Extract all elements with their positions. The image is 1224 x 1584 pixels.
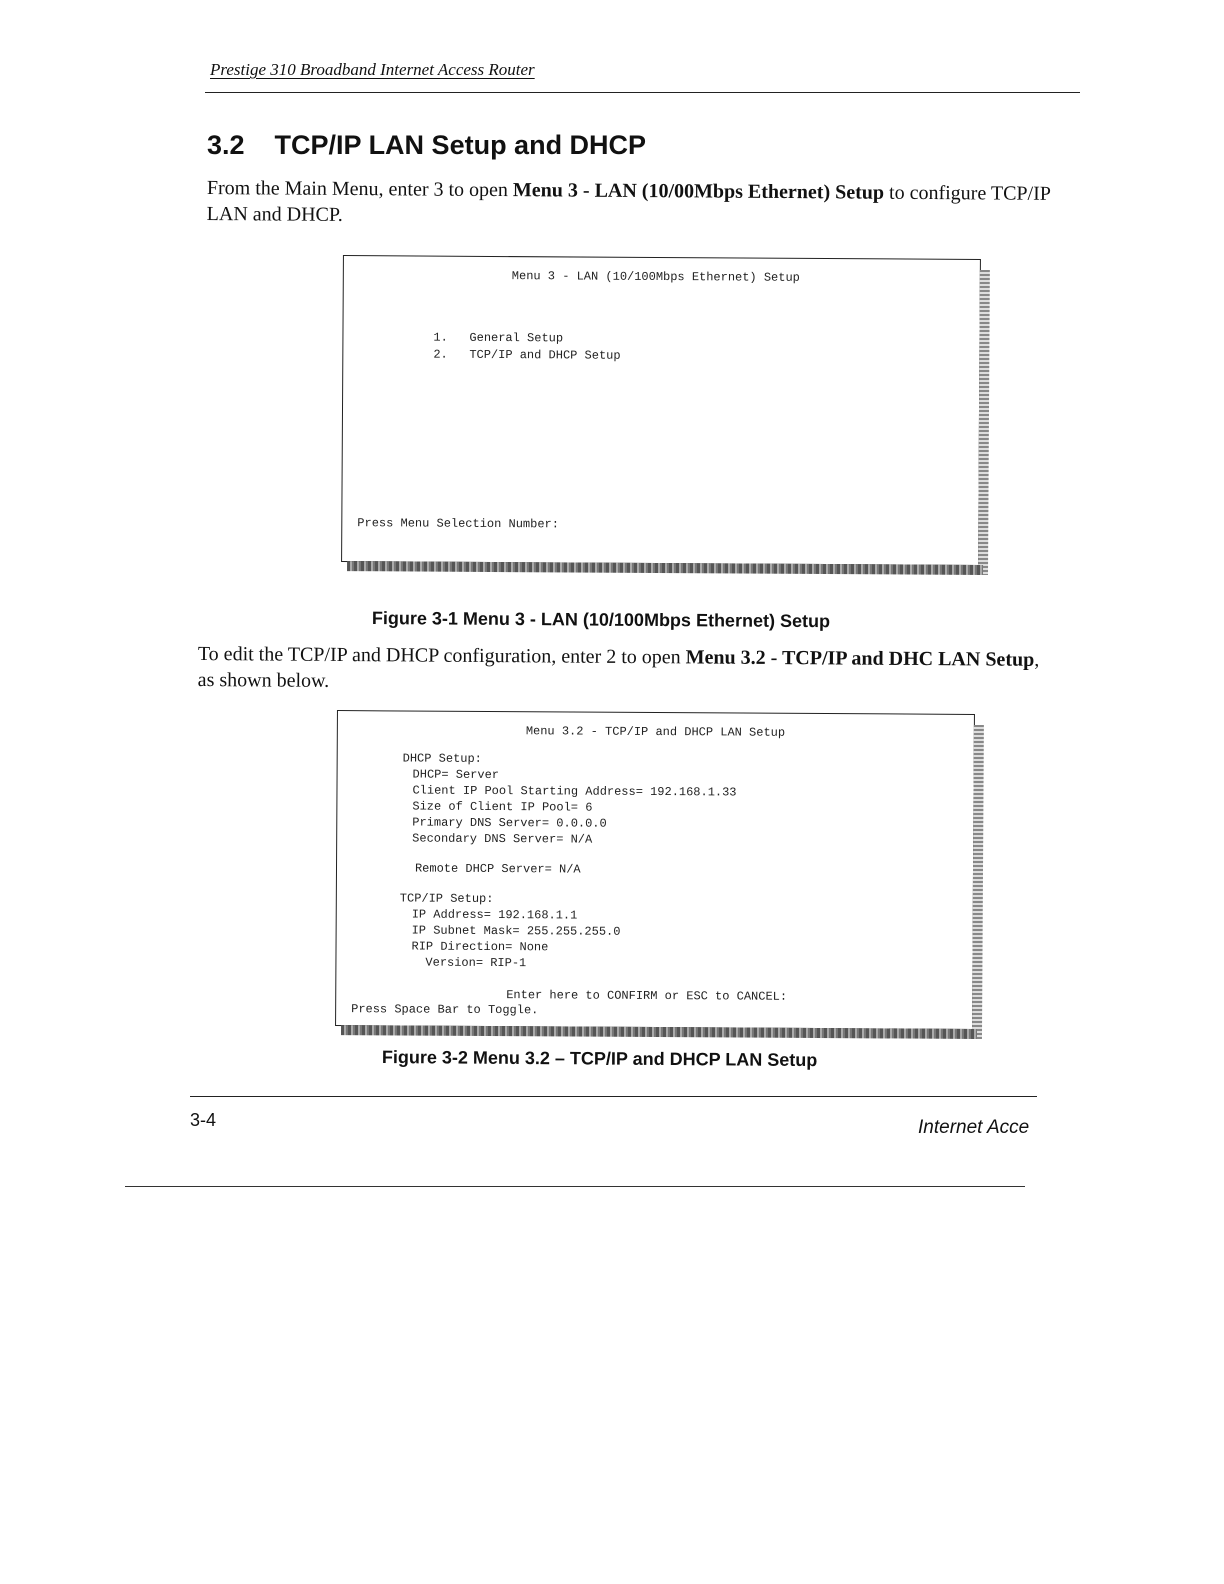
- edit-text-1: To edit the TCP/IP and DHCP configuration, enter 2 to open: [197, 642, 686, 669]
- tcpip-setup-header: TCP/IP Setup:: [399, 891, 494, 907]
- menu3-screen: [341, 255, 981, 566]
- scan-artifact-bottom: [341, 1025, 977, 1039]
- menu3-title: Menu 3 - LAN (10/100Mbps Ethernet) Setup: [511, 269, 800, 285]
- remote-dhcp-field: Remote DHCP Server= N/A: [414, 861, 581, 877]
- intro-paragraph: [207, 175, 1067, 233]
- header-rule: [205, 92, 1080, 93]
- scan-artifact-right: [972, 725, 984, 1039]
- footer-rule: [190, 1096, 1037, 1097]
- confirm-prompt: Enter here to CONFIRM or ESC to CANCEL:: [506, 988, 788, 1004]
- dhcp-setup-header: DHCP Setup:: [402, 751, 482, 766]
- menu32-screen: [335, 710, 975, 1030]
- figure-3-1-caption: Figure 3-1 Menu 3 - LAN (10/100Mbps Ethernet) Setup: [371, 608, 831, 632]
- ip-address-field: IP Address= 192.168.1.1: [411, 907, 578, 923]
- scan-artifact-right: [978, 270, 990, 575]
- rip-version-field: Version= RIP-1: [425, 955, 527, 971]
- menu3-item-tcpip: 2. TCP/IP and DHCP Setup: [433, 347, 621, 363]
- intro-text-2: to configure TCP/IP LAN and DHCP.: [206, 181, 1051, 226]
- dhcp-mode-field: DHCP= Server: [412, 767, 500, 783]
- primary-dns-field: Primary DNS Server= 0.0.0.0: [412, 815, 607, 831]
- secondary-dns-field: Secondary DNS Server= N/A: [412, 831, 593, 847]
- menu3-item-general: 1. General Setup: [433, 330, 564, 346]
- intro-menu-ref: Menu 3 - LAN (10/00Mbps Ethernet) Setup: [512, 179, 885, 204]
- menu3-prompt: Press Menu Selection Number:: [357, 516, 559, 532]
- menu32-title: Menu 3.2 - TCP/IP and DHCP LAN Setup: [525, 724, 786, 740]
- section-title: 3.2 TCP/IP LAN Setup and DHCP: [207, 130, 647, 160]
- rip-direction-field: RIP Direction= None: [411, 939, 549, 955]
- figure-3-2-caption: Figure 3-2 Menu 3.2 – TCP/IP and DHCP LAN Setup: [381, 1047, 818, 1071]
- toggle-hint: Press Space Bar to Toggle.: [351, 1002, 539, 1018]
- running-header: Prestige 310 Broadband Internet Access Router: [210, 60, 535, 79]
- pool-start-field: Client IP Pool Starting Address= 192.168.1.33: [412, 783, 737, 800]
- scan-artifact-bottom: [347, 561, 983, 575]
- edit-text-2: , as shown below.: [197, 648, 1040, 692]
- edit-paragraph: [198, 641, 1058, 699]
- footer-chapter-title: Internet Acce: [918, 1117, 1030, 1138]
- bottom-rule: [125, 1186, 1025, 1187]
- pool-size-field: Size of Client IP Pool= 6: [412, 799, 593, 815]
- edit-menu-ref: Menu 3.2 - TCP/IP and DHC LAN Setup: [685, 646, 1035, 671]
- intro-text-1: From the Main Menu, enter 3 to open: [206, 176, 514, 202]
- page-number: 3-4: [190, 1110, 217, 1130]
- subnet-mask-field: IP Subnet Mask= 255.255.255.0: [411, 923, 621, 939]
